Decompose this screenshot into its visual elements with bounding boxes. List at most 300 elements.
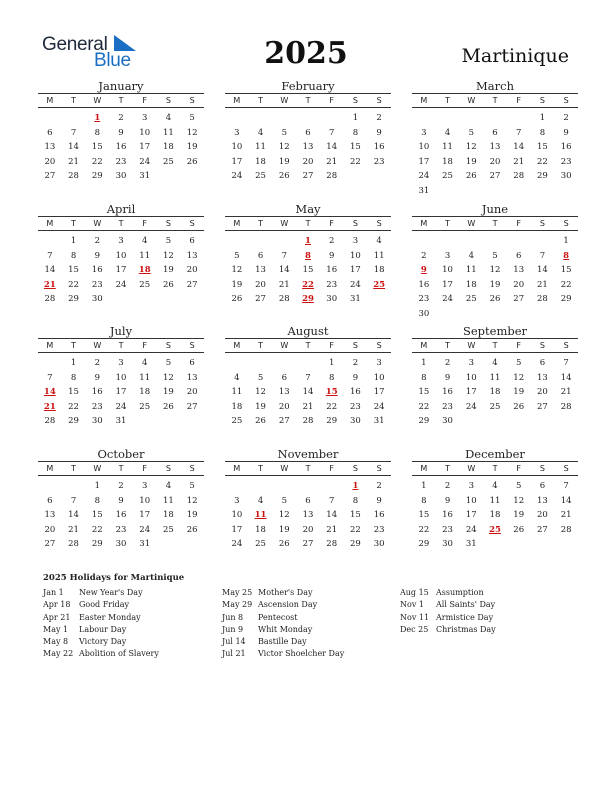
day-cell: 4	[234, 372, 240, 383]
holiday-row	[400, 612, 496, 624]
day-cell: 17	[115, 265, 127, 276]
holiday-name: Good Friday	[79, 600, 130, 610]
holiday-row	[43, 648, 159, 660]
day-cell: 13	[513, 265, 525, 276]
day-cell: 29	[68, 294, 79, 305]
day-cell: 28	[560, 401, 572, 412]
day-cell: 10	[418, 142, 430, 153]
day-cell: 18	[139, 387, 151, 398]
weekday-label: M	[420, 341, 428, 350]
day-cell: 23	[115, 156, 127, 167]
day-cell: 3	[234, 127, 240, 138]
day-cell: 28	[68, 539, 79, 550]
day-cell: 15	[350, 510, 361, 521]
day-cell: 6	[305, 495, 311, 506]
day-cell: 31	[139, 539, 151, 550]
month-january	[38, 79, 204, 184]
month-august	[225, 324, 391, 429]
day-cell: 29	[537, 171, 548, 182]
empty-day-cell	[483, 111, 507, 126]
empty-day-cell	[249, 479, 273, 494]
weekday-label: M	[46, 341, 54, 350]
day-cell: 8	[70, 372, 77, 383]
holiday-date: Nov 11	[400, 612, 430, 622]
day-cell: 27	[513, 294, 525, 305]
day-cell: 9	[118, 495, 124, 506]
day-cell: 17	[139, 510, 151, 521]
day-cell: 13	[186, 250, 198, 261]
weekday-label: M	[233, 96, 241, 105]
empty-day-cell	[483, 234, 507, 249]
month-name: May	[295, 202, 321, 216]
weekday-label: F	[142, 464, 148, 473]
day-cell: 16	[91, 265, 103, 276]
month-name: April	[106, 202, 136, 216]
holiday-row	[222, 599, 344, 611]
holiday-name: Victor Shoelcher Day	[258, 649, 345, 659]
weekday-label: T	[258, 464, 264, 473]
day-cell: 15	[68, 265, 79, 276]
empty-day-cell	[436, 111, 460, 126]
day-cell: 15	[537, 142, 548, 153]
day-cell: 14	[560, 372, 572, 383]
day-cell: 16	[115, 142, 127, 153]
day-cell: 25	[489, 401, 501, 412]
day-cell: 12	[278, 510, 290, 521]
day-cell: 31	[373, 416, 385, 427]
day-cell: 25	[442, 171, 453, 182]
day-cell: 10	[231, 142, 243, 153]
weekday-label: T	[118, 96, 124, 105]
weekday-header	[225, 338, 391, 353]
empty-day-cell	[459, 234, 483, 249]
day-cell: 4	[492, 481, 498, 491]
month-name: February	[281, 79, 335, 93]
day-cell: 22	[91, 524, 103, 535]
holiday-row	[222, 636, 344, 648]
day-cell: 2	[118, 481, 124, 491]
day-cell: 17	[465, 510, 477, 521]
day-cell: 13	[44, 142, 56, 153]
month-may	[225, 202, 391, 307]
weekday-header	[38, 338, 204, 353]
day-cell: 31	[465, 539, 477, 550]
day-cell: 13	[489, 142, 501, 153]
day-cell: 4	[141, 236, 148, 246]
day-cell: 20	[186, 265, 198, 276]
holiday-name: Assumption	[436, 588, 484, 597]
day-cell: 22	[68, 401, 79, 412]
weekday-header	[412, 93, 578, 108]
weekday-label: F	[329, 219, 335, 228]
day-cell: 10	[442, 265, 453, 276]
weekday-label: S	[376, 464, 382, 473]
weekday-label: T	[118, 464, 124, 473]
empty-day-cell	[320, 479, 344, 494]
day-cell: 30	[326, 294, 338, 305]
day-cell: 26	[513, 401, 525, 412]
empty-day-cell	[296, 356, 320, 371]
month-march	[412, 79, 578, 199]
day-cell: 18	[373, 265, 385, 276]
weekday-label: S	[189, 464, 195, 473]
day-cell: 1	[563, 236, 569, 246]
holiday-row	[43, 612, 159, 624]
day-cell: 9	[352, 372, 359, 383]
day-cell: 8	[352, 495, 359, 506]
weekday-label: T	[118, 219, 124, 228]
day-cell: 4	[492, 358, 498, 368]
day-cell: 11	[139, 250, 151, 261]
day-cell: 11	[255, 142, 266, 153]
day-cell: 14	[513, 142, 525, 153]
empty-day-cell	[320, 111, 344, 126]
day-cell: 9	[118, 127, 124, 138]
day-cell: 4	[444, 127, 451, 138]
weekday-header	[412, 338, 578, 353]
empty-day-cell	[296, 111, 320, 126]
day-cell: 10	[350, 250, 361, 261]
weekday-label: F	[142, 219, 148, 228]
weekday-label: M	[420, 219, 428, 228]
day-cell: 8	[328, 372, 335, 383]
weekday-label: S	[563, 464, 569, 473]
day-cell: 26	[278, 171, 290, 182]
holiday-day-cell: 25	[373, 279, 386, 290]
day-cell: 4	[141, 358, 148, 368]
weekday-label: F	[329, 96, 335, 105]
weekday-label: W	[280, 464, 289, 473]
day-cell: 30	[350, 416, 361, 427]
holiday-name: Abolition of Slavery	[79, 649, 159, 659]
holiday-name: Labour Day	[79, 624, 127, 634]
holiday-date: May 1	[43, 624, 69, 634]
day-cell: 24	[442, 294, 453, 305]
month-april	[38, 202, 204, 307]
day-cell: 7	[563, 358, 569, 368]
day-cell: 30	[373, 539, 385, 550]
day-cell: 4	[165, 113, 172, 123]
weekday-label: T	[71, 464, 77, 473]
day-cell: 10	[373, 372, 385, 383]
holiday-day-cell: 21	[43, 401, 56, 412]
month-september	[412, 324, 578, 429]
year-title: 2025	[264, 36, 348, 71]
day-cell: 3	[444, 250, 451, 261]
day-cell: 12	[513, 495, 525, 506]
days-grid	[412, 356, 578, 429]
weekday-label: T	[71, 96, 77, 105]
holiday-date: Jul 14	[222, 637, 246, 647]
day-cell: 27	[537, 401, 548, 412]
day-cell: 28	[44, 416, 56, 427]
days-grid	[225, 356, 391, 429]
day-cell: 17	[442, 279, 453, 290]
day-cell: 11	[139, 372, 151, 383]
day-cell: 28	[513, 171, 525, 182]
day-cell: 22	[560, 279, 572, 290]
day-cell: 20	[302, 156, 314, 167]
day-cell: 21	[560, 510, 572, 521]
day-cell: 10	[465, 495, 477, 506]
holiday-day-cell: 15	[325, 387, 338, 398]
day-cell: 7	[70, 495, 77, 506]
empty-day-cell	[272, 111, 296, 126]
day-cell: 5	[515, 358, 522, 368]
day-cell: 17	[231, 156, 243, 167]
weekday-header	[412, 216, 578, 231]
day-cell: 23	[350, 401, 361, 412]
day-cell: 19	[278, 156, 290, 167]
day-cell: 24	[350, 279, 361, 290]
day-cell: 20	[537, 387, 548, 398]
holiday-row	[222, 624, 344, 636]
empty-day-cell	[38, 356, 62, 371]
day-cell: 6	[515, 250, 522, 261]
empty-day-cell	[436, 234, 460, 249]
empty-day-cell	[272, 479, 296, 494]
day-cell: 23	[373, 156, 385, 167]
day-cell: 17	[350, 265, 361, 276]
day-cell: 16	[442, 510, 453, 521]
day-cell: 30	[91, 416, 103, 427]
month-name: September	[462, 324, 528, 338]
day-cell: 24	[465, 401, 477, 412]
weekday-label: W	[93, 96, 102, 105]
day-cell: 3	[468, 481, 474, 491]
weekday-header	[38, 93, 204, 108]
holiday-date: May 8	[43, 637, 69, 647]
day-cell: 23	[418, 294, 430, 305]
day-cell: 14	[326, 142, 338, 153]
day-cell: 4	[376, 236, 382, 246]
day-cell: 15	[302, 265, 314, 276]
day-cell: 15	[68, 387, 79, 398]
holiday-day-cell: 1	[305, 236, 311, 246]
empty-day-cell	[249, 356, 273, 371]
day-cell: 9	[94, 250, 100, 261]
weekday-label: W	[280, 96, 289, 105]
day-cell: 26	[186, 524, 198, 535]
day-cell: 2	[563, 113, 569, 123]
day-cell: 12	[489, 265, 501, 276]
day-cell: 7	[563, 481, 569, 491]
day-cell: 23	[560, 156, 572, 167]
day-cell: 24	[139, 524, 151, 535]
weekday-header	[38, 216, 204, 231]
empty-day-cell	[38, 479, 62, 494]
day-cell: 11	[231, 387, 243, 398]
day-cell: 7	[515, 127, 522, 138]
day-cell: 6	[47, 495, 53, 506]
day-cell: 5	[165, 236, 172, 246]
day-cell: 28	[326, 539, 338, 550]
weekday-label: M	[46, 464, 54, 473]
month-june	[412, 202, 578, 322]
empty-day-cell	[459, 111, 483, 126]
day-cell: 3	[468, 358, 474, 368]
days-grid	[38, 234, 204, 307]
empty-day-cell	[507, 234, 531, 249]
day-cell: 14	[302, 387, 314, 398]
day-cell: 19	[231, 279, 243, 290]
day-cell: 2	[328, 236, 335, 246]
holiday-name: Whit Monday	[258, 624, 313, 634]
weekday-label: S	[352, 96, 358, 105]
days-grid	[38, 356, 204, 429]
day-cell: 28	[537, 294, 548, 305]
logo-general-text: General	[42, 34, 108, 55]
day-cell: 29	[350, 539, 361, 550]
weekday-label: M	[233, 341, 241, 350]
weekday-label: W	[467, 341, 476, 350]
day-cell: 17	[465, 387, 477, 398]
day-cell: 6	[189, 358, 195, 368]
day-cell: 25	[163, 156, 174, 167]
day-cell: 17	[418, 156, 430, 167]
day-cell: 16	[442, 387, 453, 398]
weekday-label: S	[352, 219, 358, 228]
holiday-name: New Year's Day	[79, 588, 143, 597]
day-cell: 25	[163, 524, 174, 535]
day-cell: 22	[350, 524, 361, 535]
holiday-date: Jul 21	[222, 649, 246, 659]
holiday-row	[43, 587, 159, 599]
holiday-date: Aug 15	[400, 588, 429, 597]
day-cell: 15	[560, 265, 572, 276]
day-cell: 4	[468, 250, 474, 261]
day-cell: 17	[115, 387, 127, 398]
holiday-date: Apr 21	[43, 612, 71, 622]
day-cell: 16	[418, 279, 430, 290]
holiday-date: Jun 8	[222, 612, 244, 622]
days-grid	[412, 111, 578, 199]
day-cell: 12	[186, 495, 198, 506]
day-cell: 4	[165, 481, 172, 491]
weekday-label: W	[93, 219, 102, 228]
weekday-label: F	[329, 464, 335, 473]
day-cell: 20	[186, 387, 198, 398]
weekday-label: S	[165, 341, 171, 350]
day-cell: 3	[352, 236, 359, 246]
holiday-name: Ascension Day	[258, 600, 318, 610]
day-cell: 21	[68, 156, 79, 167]
day-cell: 29	[560, 294, 572, 305]
day-cell: 14	[44, 265, 56, 276]
day-cell: 14	[68, 142, 79, 153]
day-cell: 11	[163, 495, 174, 506]
day-cell: 10	[115, 250, 127, 261]
weekday-label: T	[492, 219, 498, 228]
day-cell: 2	[376, 113, 382, 123]
day-cell: 12	[231, 265, 243, 276]
day-cell: 2	[118, 113, 124, 123]
day-cell: 26	[278, 539, 290, 550]
empty-day-cell	[225, 479, 249, 494]
day-cell: 28	[278, 294, 290, 305]
day-cell: 26	[163, 279, 174, 290]
day-cell: 7	[47, 372, 53, 383]
day-cell: 17	[139, 142, 151, 153]
day-cell: 4	[257, 127, 264, 138]
holiday-day-cell: 14	[43, 387, 56, 398]
day-cell: 19	[465, 156, 477, 167]
weekday-label: T	[305, 96, 311, 105]
holiday-row	[400, 624, 496, 636]
day-cell: 12	[163, 250, 174, 261]
day-cell: 17	[231, 524, 243, 535]
weekday-label: T	[445, 341, 451, 350]
day-cell: 10	[139, 495, 151, 506]
country-name: Martinique	[461, 45, 569, 67]
holiday-date: May 29	[222, 600, 253, 610]
day-cell: 12	[465, 142, 477, 153]
day-cell: 24	[418, 171, 430, 182]
weekday-label: T	[71, 219, 77, 228]
day-cell: 23	[442, 401, 453, 412]
empty-day-cell	[62, 111, 86, 126]
day-cell: 24	[139, 156, 151, 167]
day-cell: 22	[68, 279, 79, 290]
day-cell: 12	[255, 387, 266, 398]
day-cell: 28	[560, 524, 572, 535]
day-cell: 21	[326, 524, 338, 535]
holiday-row	[222, 612, 344, 624]
day-cell: 27	[302, 171, 314, 182]
day-cell: 29	[326, 416, 338, 427]
day-cell: 15	[91, 142, 103, 153]
day-cell: 5	[189, 481, 195, 491]
empty-day-cell	[38, 234, 62, 249]
day-cell: 7	[281, 250, 287, 261]
day-cell: 9	[444, 495, 451, 506]
holiday-date: Nov 1	[400, 600, 424, 610]
day-cell: 31	[418, 185, 430, 196]
day-cell: 6	[281, 372, 287, 383]
day-cell: 14	[537, 265, 548, 276]
day-cell: 11	[163, 127, 174, 138]
holiday-name: Mother's Day	[258, 588, 313, 597]
weekday-label: S	[189, 341, 195, 350]
weekday-label: S	[189, 96, 195, 105]
day-cell: 20	[255, 279, 266, 290]
day-cell: 10	[465, 372, 477, 383]
day-cell: 21	[560, 387, 572, 398]
holiday-day-cell: 9	[420, 265, 427, 276]
empty-day-cell	[38, 111, 62, 126]
day-cell: 18	[163, 510, 174, 521]
day-cell: 28	[302, 416, 314, 427]
day-cell: 10	[115, 372, 127, 383]
day-cell: 16	[373, 510, 385, 521]
days-grid	[225, 111, 391, 184]
day-cell: 30	[418, 308, 430, 319]
day-cell: 20	[44, 156, 56, 167]
holiday-name: Christmas Day	[436, 624, 496, 634]
holiday-row	[400, 599, 496, 611]
month-november	[225, 447, 391, 552]
holiday-day-cell: 1	[94, 113, 101, 123]
day-cell: 30	[442, 416, 453, 427]
weekday-label: S	[189, 219, 195, 228]
day-cell: 6	[539, 481, 546, 491]
day-cell: 18	[163, 142, 174, 153]
weekday-label: T	[492, 341, 498, 350]
weekday-label: M	[233, 219, 241, 228]
holiday-day-cell: 8	[563, 250, 570, 261]
day-cell: 22	[91, 156, 103, 167]
day-cell: 29	[418, 416, 430, 427]
